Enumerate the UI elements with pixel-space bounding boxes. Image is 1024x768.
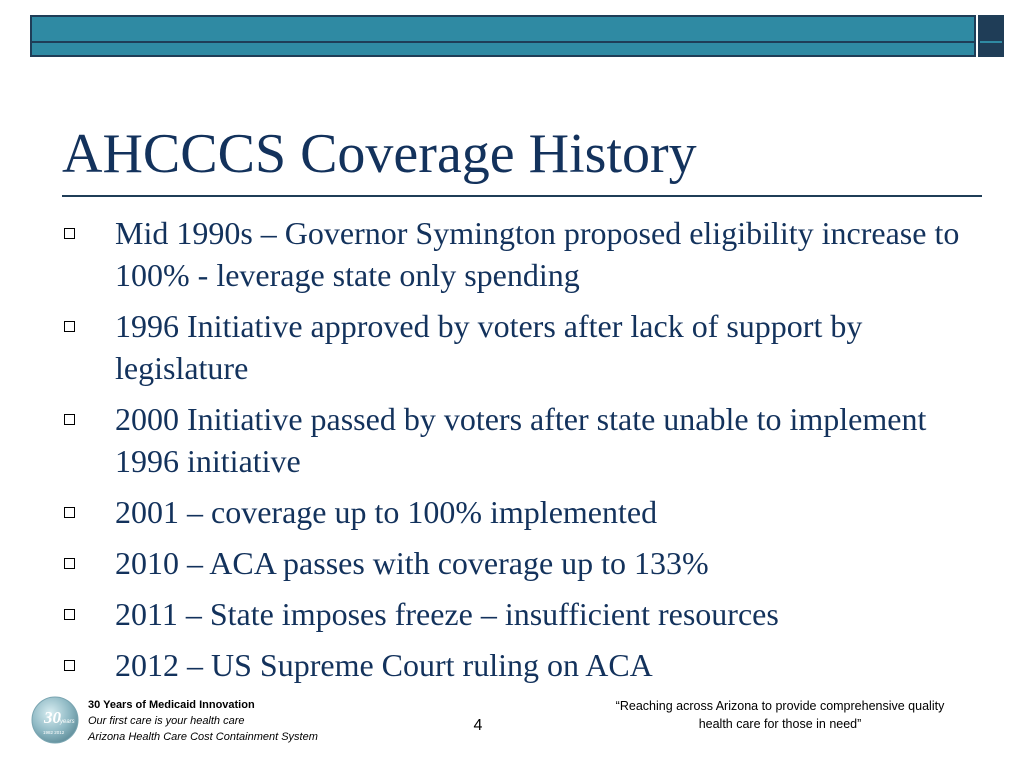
anniversary-logo-icon: [31, 696, 79, 744]
square-bullet-icon: [64, 321, 75, 332]
bullet-text: 1996 Initiative approved by voters after lack of support by legislature: [115, 308, 863, 386]
footer-agency: Arizona Health Care Cost Containment System: [88, 731, 318, 743]
bullet-text: Mid 1990s – Governor Symington proposed eligibility increase to 100% - leverage state only spending: [115, 215, 960, 293]
bullet-item: [62, 644, 962, 686]
bullet-item: [62, 491, 962, 533]
footer-tagline: Our first care is your health care: [88, 715, 245, 727]
footer-org-info: [88, 697, 318, 745]
footer-quote-line: health care for those in need”: [698, 717, 862, 731]
header-bar-stripe: [30, 41, 976, 43]
bullet-item: [62, 398, 962, 482]
page-number: 4: [473, 717, 483, 734]
square-bullet-icon: [64, 558, 75, 569]
footer-quote-line: “Reaching across Arizona to provide comprehensive quality: [615, 699, 945, 713]
slide-title: AHCCCS Coverage History: [62, 123, 697, 185]
bullet-list: [62, 212, 962, 695]
bullet-text: 2010 – ACA passes with coverage up to 133%: [115, 545, 709, 581]
square-bullet-icon: [64, 609, 75, 620]
title-divider: [62, 195, 982, 197]
svg-text:1982 2012: 1982 2012: [43, 730, 65, 735]
bullet-text: 2012 – US Supreme Court ruling on ACA: [115, 647, 653, 683]
square-bullet-icon: [64, 414, 75, 425]
square-bullet-icon: [64, 228, 75, 239]
bullet-item: [62, 542, 962, 584]
header-bar: [30, 15, 976, 57]
bullet-item: [62, 212, 962, 296]
bullet-text: 2001 – coverage up to 100% implemented: [115, 494, 658, 530]
footer-heading: 30 Years of Medicaid Innovation: [88, 699, 255, 711]
bullet-text: 2011 – State imposes freeze – insufficient resources: [115, 596, 779, 632]
footer-quote: [580, 697, 980, 733]
svg-text:years: years: [60, 719, 75, 725]
header-corner-square: [978, 15, 1004, 57]
bullet-item: [62, 593, 962, 635]
svg-text:30: 30: [44, 708, 61, 727]
bullet-item: [62, 305, 962, 389]
bullet-text: 2000 Initiative passed by voters after state unable to implement 1996 initiative: [115, 401, 927, 479]
square-bullet-icon: [64, 660, 75, 671]
square-bullet-icon: [64, 507, 75, 518]
